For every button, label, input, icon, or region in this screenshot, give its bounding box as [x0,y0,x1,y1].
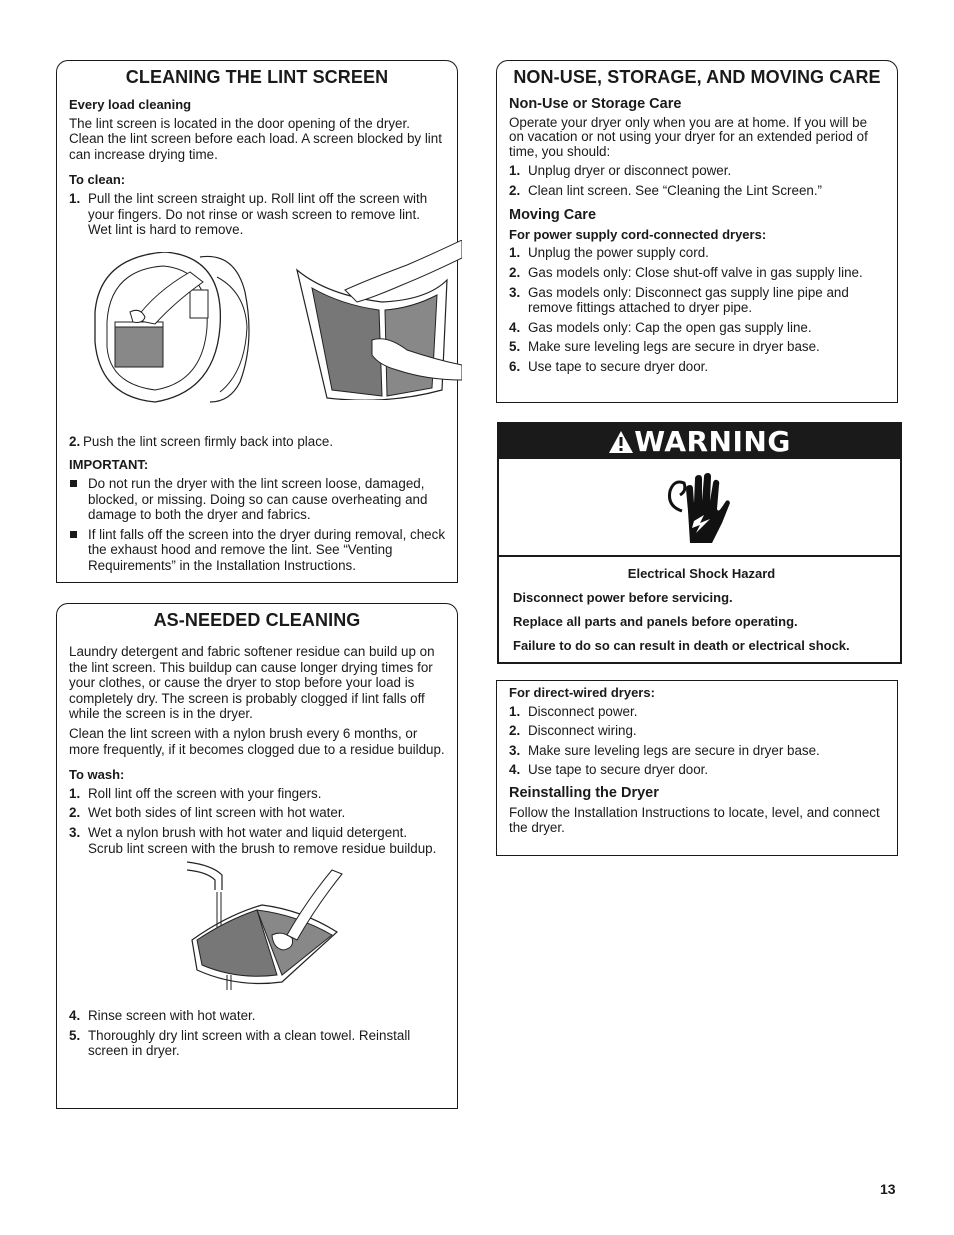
warning-header [499,424,900,459]
important-bullets [69,476,445,574]
list-item: 5. Thoroughly dry lint screen with a clean towel. Reinstall screen in dryer. [69,1027,411,1059]
electric-shock-hand-icon [662,471,732,546]
storage-care-heading: Non-Use or Storage Care [509,96,682,112]
direct-wired-heading: For direct-wired dryers: [509,685,655,700]
list-item: 2. Disconnect wiring. [509,723,637,739]
list-item: 1. Disconnect power. [509,703,638,719]
lint-screen-hands-illustration [287,240,462,400]
lint-screen-title: CLEANING THE LINT SCREEN [56,60,458,94]
list-item: If lint falls off the screen into the dryer during removal, check the exhaust hood and remove the lint. See “Venting Requirements” in the Installation Instructions. [69,527,445,574]
cord-connected-heading: For power supply cord-connected dryers: [509,226,767,242]
as-needed-body [69,644,445,1063]
hazard-title: Electrical Shock Hazard [627,566,776,581]
moving-care-heading: Moving Care [509,207,597,224]
list-item: 3. Wet a nylon brush with hot water and liquid detergent. Scrub lint screen with the brush to remove residue buildup. [69,824,437,856]
warning-line-1: Disconnect power before servicing. [513,590,733,605]
reinstall-heading: Reinstalling the Dryer [509,784,659,801]
list-item: 5. Make sure leveling legs are secure in dryer base. [509,339,820,355]
square-bullet-icon [70,531,77,538]
lint-removal-illustration [69,252,445,424]
dryer-door-lint-screen-illustration [85,252,260,407]
list-item: 4. Gas models only: Cap the open gas supply line. [509,319,812,335]
direct-wired-section [496,680,898,856]
list-item: 2. Wet both sides of lint screen with hot water. [69,805,346,821]
as-needed-section [56,610,458,1109]
as-needed-para2: Clean the lint screen with a nylon brush every 6 months, or more frequently, if it becomes clogged due to a residue buildup. [69,725,445,757]
lint-screen-body [69,97,445,578]
to-clean-steps [69,191,445,238]
as-needed-para1: Laundry detergent and fabric softener residue can build up on the lint screen. This buildup can cause longer drying times for your clothes, or cause the dryer to stop before your load is completely dry. The screen is probably clogged if lint falls off while the screen is in the dryer. [69,644,435,722]
storage-care-steps [509,163,885,198]
warning-text [513,566,890,662]
list-item: 1. Unplug the power supply cord. [509,245,709,261]
storage-care-text: Operate your dryer only when you are at home. If you will be on vacation or not using your dryer for an extended period of time, you should: [509,114,868,159]
moving-care-steps [509,245,885,374]
warning-box [497,422,902,664]
faucet-brush-lint-screen-illustration [187,860,347,995]
to-clean-heading: To clean: [69,172,126,188]
important-heading: IMPORTANT: [69,457,149,473]
list-item: 1. Pull the lint screen straight up. Roll lint off the screen with your fingers. Do not rinse or wash screen to remove lint. Wet lint is hard to remove. [69,190,428,238]
page-number: 13 [880,1181,896,1197]
to-wash-heading: To wash: [69,767,125,783]
non-use-body [509,97,885,379]
list-item: 3. Gas models only: Disconnect gas supply line pipe and remove fittings attached to dryer pipe. [509,284,849,316]
warning-triangle-icon [608,430,634,454]
list-item: 4. Use tape to secure dryer door. [509,762,709,778]
list-item: 4. Rinse screen with hot water. [69,1008,256,1024]
reinstall-text: Follow the Installation Instructions to locate, level, and connect the dryer. [509,804,880,836]
as-needed-title: AS-NEEDED CLEANING [56,603,458,637]
every-load-heading: Every load cleaning [69,97,192,112]
list-item: Do not run the dryer with the lint screen loose, damaged, blocked, or missing. Doing so can cause overheating and damage to both the dryer and fabrics. [69,476,445,523]
list-item: 2. Clean lint screen. See “Cleaning the Lint Screen.” [509,182,823,198]
list-item: 1. Roll lint off the screen with your fingers. [69,785,322,801]
non-use-section [496,67,898,403]
direct-wired-steps [509,704,885,778]
to-wash-steps [69,786,445,856]
warning-line-2: Replace all parts and panels before operating. [513,614,798,629]
lint-screen-section [56,67,458,583]
every-load-text: The lint screen is located in the door opening of the dryer. Clean the lint screen before each load. A screen blocked by lint can increase drying time. [69,115,442,162]
brush-wash-illustration [69,860,445,1000]
shock-icon-area [499,459,900,557]
list-item: 2. Gas models only: Close shut-off valve in gas supply line. [509,265,863,281]
square-bullet-icon [70,480,77,487]
warning-title: WARNING [634,425,791,458]
list-item: 3. Make sure leveling legs are secure in dryer base. [509,742,820,758]
direct-wired-body [509,685,885,840]
to-clean-steps-continued [69,434,445,450]
list-item: 2. Push the lint screen firmly back into place. [69,433,334,449]
non-use-title: NON-USE, STORAGE, AND MOVING CARE [496,60,898,94]
list-item: 1. Unplug dryer or disconnect power. [509,163,732,179]
to-wash-steps-continued [69,1008,445,1059]
warning-line-3: Failure to do so can result in death or electrical shock. [513,638,850,653]
list-item: 6. Use tape to secure dryer door. [509,359,709,375]
